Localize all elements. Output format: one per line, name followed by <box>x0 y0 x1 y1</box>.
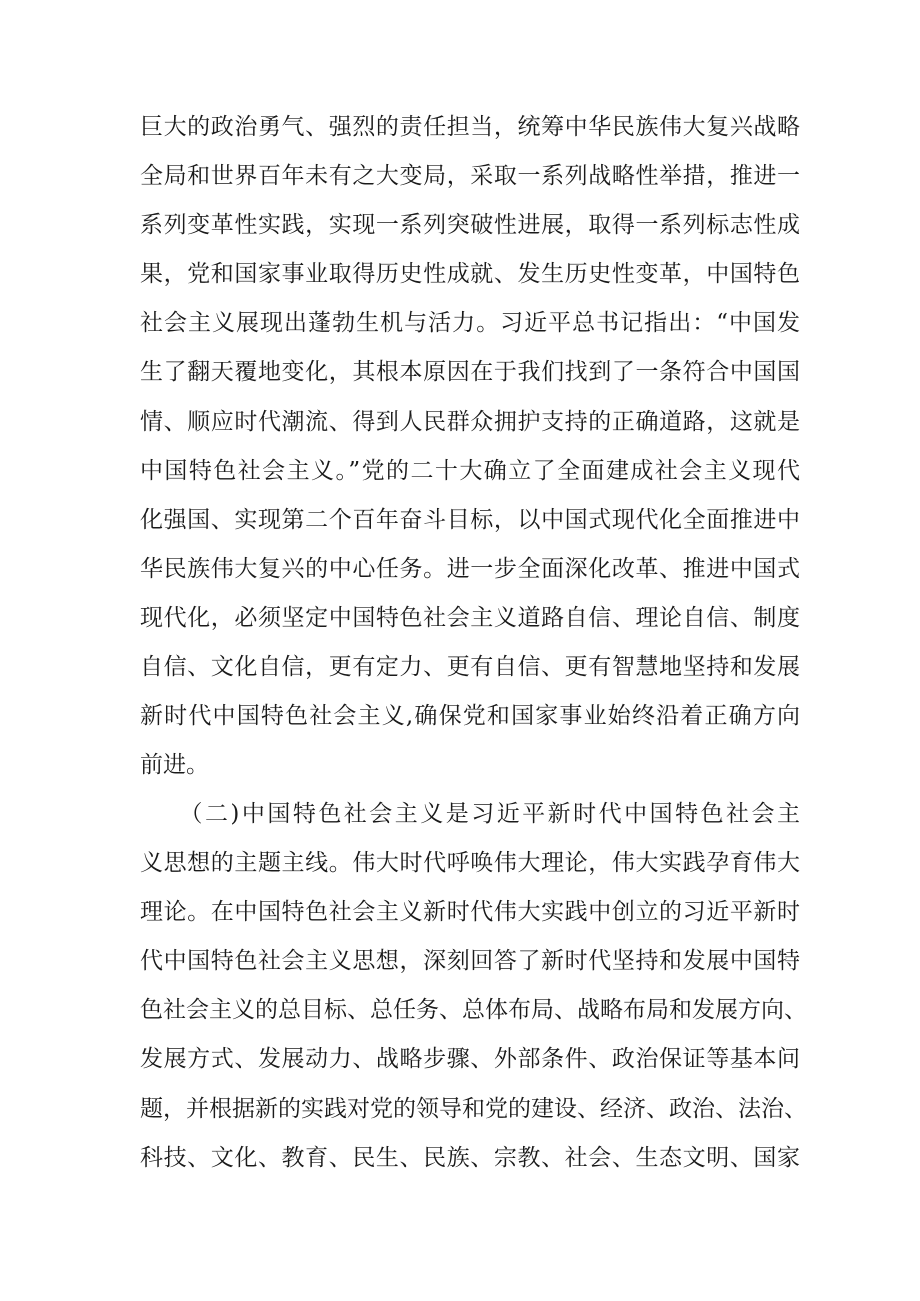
text-line: 果，党和国家事业取得历史性成就、发生历史性变革，中国特色 <box>140 261 800 288</box>
paragraph-2 <box>140 790 807 1183</box>
text-line: 化强国、实现第二个百年奋斗目标，以中国式现代化全面推进中 <box>140 506 800 533</box>
text-line: 情、顺应时代潮流、得到人民群众拥护支持的正确道路，这就是 <box>140 408 800 435</box>
text-line: 前进。 <box>140 752 209 779</box>
text-line: 发展方式、发展动力、战略步骤、外部条件、政治保证等基本问 <box>140 1046 800 1073</box>
text-line: 生了翻天覆地变化，其根本原因在于我们找到了一条符合中国国 <box>140 359 800 386</box>
text-line: 系列变革性实践，实现一系列突破性进展，取得一系列标志性成 <box>140 212 800 239</box>
text-line: 新时代中国特色社会主义,确保党和国家事业始终沿着正确方向 <box>140 703 800 730</box>
paragraph-1 <box>140 103 800 790</box>
text-line: 义思想的主题主线。伟大时代呼唤伟大理论，伟大实践孕育伟大 <box>140 850 800 877</box>
text-line: 科技、文化、教育、民生、民族、宗教、社会、生态文明、国家 <box>140 1144 800 1171</box>
text-line: 华民族伟大复兴的中心任务。进一步全面深化改革、推进中国式 <box>140 555 800 582</box>
text-line: 社会主义展现出蓬勃生机与活力。习近平总书记指出：“中国发 <box>140 310 800 337</box>
text-line: 现代化，必须坚定中国特色社会主义道路自信、理论自信、制度 <box>140 604 800 631</box>
text-line: 自信、文化自信，更有定力、更有自信、更有智慧地坚持和发展 <box>140 654 800 681</box>
text-line: 代中国特色社会主义思想，深刻回答了新时代坚持和发展中国特 <box>140 948 800 975</box>
text-line: 巨大的政治勇气、强烈的责任担当，统筹中华民族伟大复兴战略 <box>140 114 800 140</box>
text-line: 色社会主义的总目标、总任务、总体布局、战略布局和发展方向、 <box>140 997 807 1024</box>
text-line: 理论。在中国特色社会主义新时代伟大实践中创立的习近平新时 <box>140 899 800 926</box>
text-line: 全局和世界百年未有之大变局，采取一系列战略性举措，推进一 <box>140 163 800 190</box>
text-line: 中国特色社会主义。”党的二十大确立了全面建成社会主义现代 <box>140 457 800 484</box>
text-line: （二)中国特色社会主义是习近平新时代中国特色社会主 <box>140 801 800 827</box>
text-line: 题，并根据新的实践对党的领导和党的建设、经济、政治、法治、 <box>140 1095 807 1122</box>
